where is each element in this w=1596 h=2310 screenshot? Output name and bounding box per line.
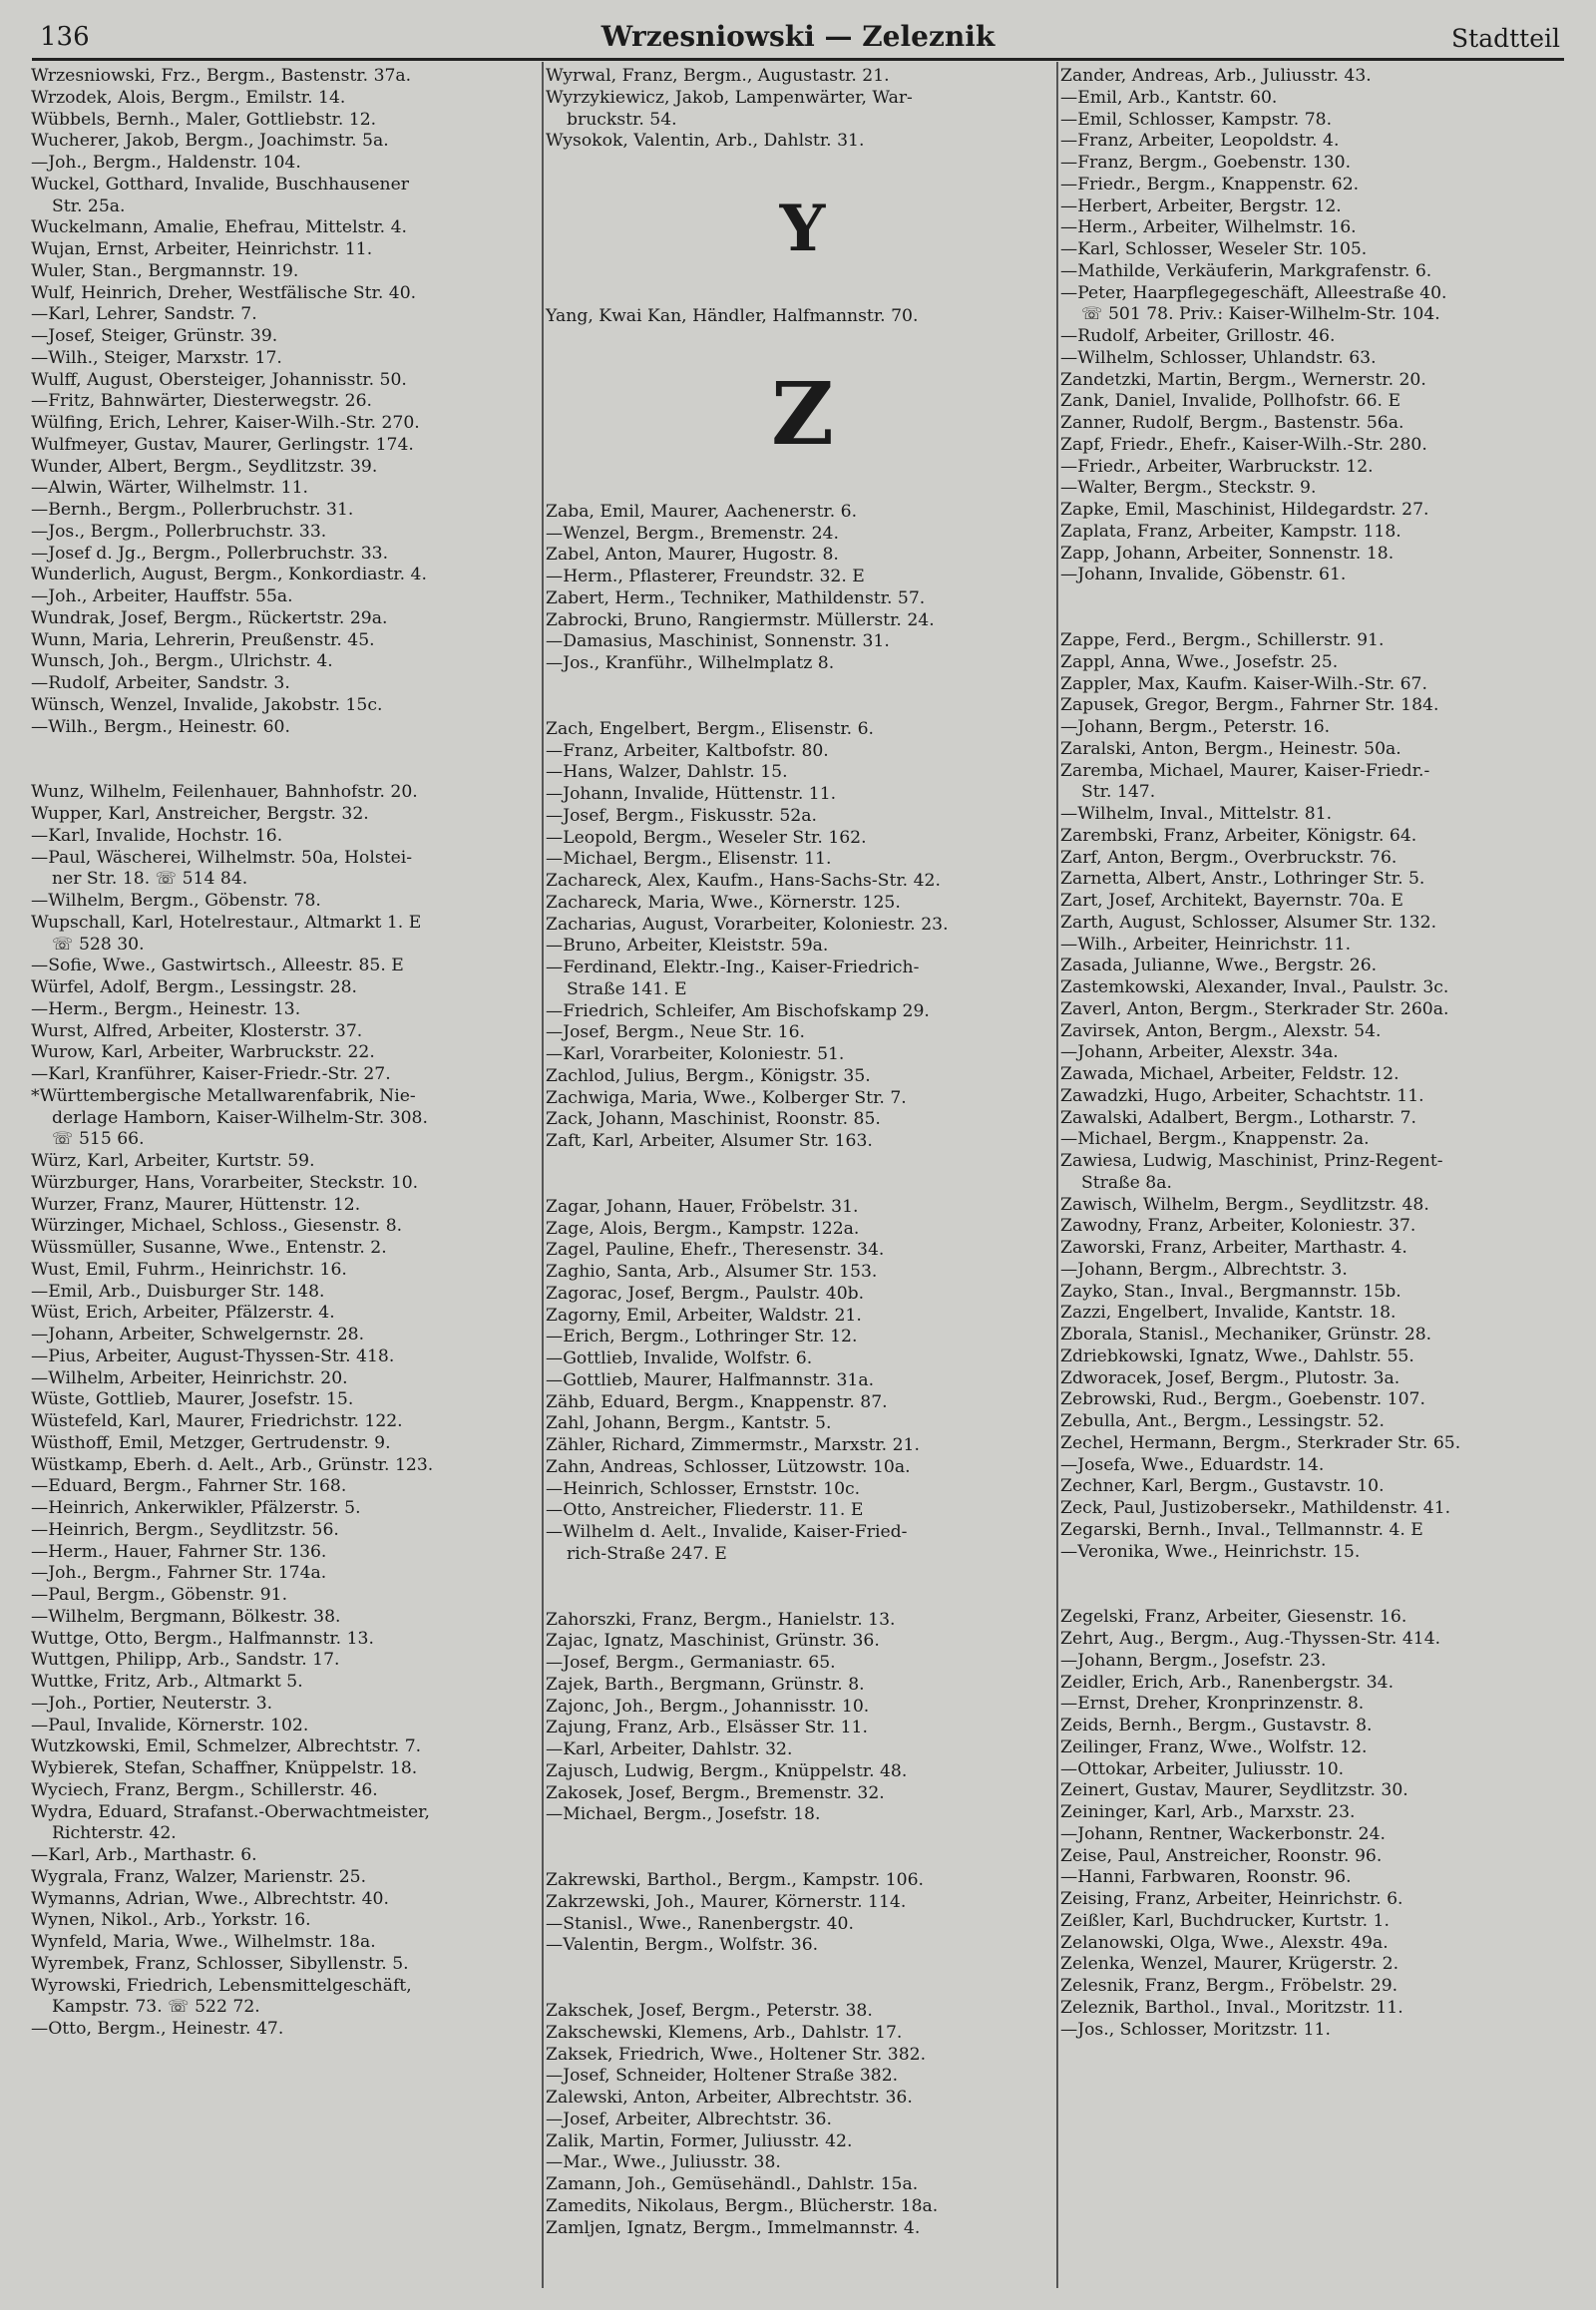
directory-entry: Zaworski, Franz, Arbeiter, Marthastr. 4. [1060, 1238, 1407, 1258]
directory-entry: ☏ 515 66. [52, 1129, 145, 1150]
directory-entry: —Friedr., Arbeiter, Warbruckstr. 12. [1060, 456, 1374, 477]
directory-entry: Wyrowski, Friedrich, Lebensmittelgeschäft, [31, 1975, 412, 1996]
directory-entry: —Wenzel, Bergm., Bremenstr. 24. [546, 523, 839, 544]
directory-entry: Zaghio, Santa, Arb., Alsumer Str. 153. [546, 1262, 878, 1282]
directory-entry: Wuttgen, Philipp, Arb., Sandstr. 17. [31, 1650, 340, 1671]
directory-entry: Straße 141. E [567, 978, 687, 999]
directory-entry: —Johann, Bergm., Albrechtstr. 3. [1060, 1259, 1348, 1280]
directory-entry: —Stanisl., Wwe., Ranenbergstr. 40. [546, 1913, 854, 1934]
directory-entry: —Erich, Bergm., Lothringer Str. 12. [546, 1327, 858, 1348]
directory-entry: Zachareck, Alex, Kaufm., Hans-Sachs-Str. 42. [546, 871, 941, 891]
directory-entry: Wyrembek, Franz, Schlosser, Sibyllenstr. 5. [31, 1953, 409, 1974]
directory-entry: ☏ 501 78. Priv.: Kaiser-Wilhelm-Str. 104. [1081, 304, 1440, 325]
directory-entry: —Joh., Arbeiter, Hauffstr. 55a. [31, 586, 293, 606]
directory-entry: —Ferdinand, Elektr.-Ing., Kaiser-Friedrich- [546, 958, 920, 977]
directory-entry: —Josef, Bergm., Fiskusstr. 52a. [546, 805, 817, 826]
directory-entry: Zeleznik, Barthol., Inval., Moritzstr. 11. [1060, 1997, 1403, 2018]
directory-entry: —Paul, Invalide, Körnerstr. 102. [31, 1715, 309, 1735]
directory-entry: —Veronika, Wwe., Heinrichstr. 15. [1060, 1541, 1361, 1562]
directory-entry: Zajusch, Ludwig, Bergm., Knüppelstr. 48. [546, 1760, 908, 1781]
entry-spacer [30, 754, 545, 766]
directory-entry: Zarth, August, Schlosser, Alsumer Str. 132. [1060, 912, 1437, 933]
directory-entry: —Emil, Arb., Duisburger Str. 148. [31, 1281, 325, 1302]
directory-entry: Zajek, Barth., Bergmann, Grünstr. 8. [546, 1674, 865, 1695]
directory-entry: Zagar, Johann, Hauer, Fröbelstr. 31. [546, 1196, 859, 1217]
directory-entry: Zayko, Stan., Inval., Bergmannstr. 15b. [1060, 1281, 1401, 1302]
directory-entry: Zaba, Emil, Maurer, Aachenerstr. 6. [546, 501, 858, 522]
directory-entry: —Ottokar, Arbeiter, Juliusstr. 10. [1060, 1758, 1345, 1779]
directory-entry: —Johann, Invalide, Hüttenstr. 11. [546, 784, 837, 804]
directory-entry: Zamljen, Ignatz, Bergm., Immelmannstr. 4. [546, 2217, 921, 2238]
directory-entry: —Josef, Bergm., Germaniastr. 65. [546, 1653, 836, 1673]
directory-entry: —Johann, Bergm., Josefstr. 23. [1060, 1650, 1327, 1671]
directory-entry: —Sofie, Wwe., Gastwirtsch., Alleestr. 85. E [31, 956, 404, 976]
directory-entry: Wyciech, Franz, Bergm., Schillerstr. 46. [31, 1779, 378, 1800]
directory-entry: —Jos., Kranführ., Wilhelmplatz 8. [546, 653, 835, 673]
directory-entry: Wurow, Karl, Arbeiter, Warbruckstr. 22. [31, 1042, 375, 1063]
directory-entry: Zahorszki, Franz, Bergm., Hanielstr. 13. [546, 1609, 896, 1630]
directory-entry: Wydra, Eduard, Strafanst.-Oberwachtmeister, [31, 1801, 430, 1822]
directory-entry: Wüstkamp, Eberh. d. Aelt., Arb., Grünstr. 123. [31, 1454, 434, 1475]
directory-entry: Würz, Karl, Arbeiter, Kurtstr. 59. [31, 1151, 315, 1171]
directory-entry: Wymanns, Adrian, Wwe., Albrechtstr. 40. [31, 1888, 389, 1909]
directory-entry: —Otto, Anstreicher, Fliederstr. 11. E [546, 1500, 864, 1521]
directory-entry: —Karl, Vorarbeiter, Koloniestr. 51. [546, 1044, 845, 1064]
directory-entry: Wunder, Albert, Bergm., Seydlitzstr. 39. [31, 456, 378, 477]
directory-entry: Richterstr. 42. [52, 1823, 177, 1844]
directory-entry: Wübbels, Bernh., Maler, Gottliebstr. 12. [31, 109, 377, 130]
directory-entry: Zakschewski, Klemens, Arb., Dahlstr. 17. [546, 2022, 903, 2043]
directory-entry: Zaft, Karl, Arbeiter, Alsumer Str. 163. [546, 1131, 873, 1151]
directory-entry: Zasada, Julianne, Wwe., Bergstr. 26. [1060, 956, 1378, 976]
directory-entry: Zebrowski, Rud., Bergm., Goebenstr. 107. [1060, 1389, 1425, 1410]
directory-entry: —Josef, Arbeiter, Albrechtstr. 36. [546, 2109, 832, 2129]
directory-entry: —Herm., Arbeiter, Wilhelmstr. 16. [1060, 217, 1357, 238]
directory-entry: Zagorny, Emil, Arbeiter, Waldstr. 21. [546, 1305, 862, 1326]
directory-entry: Zeck, Paul, Justizobersekr., Mathildenstr. 41. [1060, 1498, 1451, 1518]
directory-entry: —Karl, Arb., Marthastr. 6. [31, 1845, 257, 1865]
directory-entry: —Eduard, Bergm., Fahrner Str. 168. [31, 1476, 347, 1497]
directory-entry: Zawisch, Wilhelm, Bergm., Seydlitzstr. 48. [1060, 1194, 1429, 1215]
directory-entry: Zastemkowski, Alexander, Inval., Paulstr. 3c. [1060, 977, 1449, 997]
directory-entry: —Josef d. Jg., Bergm., Pollerbruchstr. 33. [31, 543, 389, 564]
directory-entry: Zegelski, Franz, Arbeiter, Giesenstr. 16. [1060, 1607, 1407, 1628]
directory-entry: Zarf, Anton, Bergm., Overbruckstr. 76. [1060, 847, 1397, 868]
section-label: Stadtteil [1451, 24, 1560, 53]
directory-entry: Zappler, Max, Kaufm. Kaiser-Wilh.-Str. 67. [1060, 673, 1427, 694]
directory-entry: Wundrak, Josef, Bergm., Rückertstr. 29a. [31, 607, 388, 628]
directory-entry: Zachlod, Julius, Bergm., Königstr. 35. [546, 1065, 871, 1086]
directory-entry: —Johann, Invalide, Göbenstr. 61. [1060, 565, 1347, 585]
directory-entry: Zeise, Paul, Anstreicher, Roonstr. 96. [1060, 1845, 1383, 1866]
directory-entry: —Josefa, Wwe., Eduardstr. 14. [1060, 1454, 1325, 1475]
directory-entry: Wygrala, Franz, Walzer, Marienstr. 25. [31, 1866, 367, 1887]
directory-entry: —Damasius, Maschinist, Sonnenstr. 31. [546, 631, 890, 652]
directory-entry: Zaremba, Michael, Maurer, Kaiser-Friedr.- [1060, 760, 1430, 781]
directory-entry: —Ernst, Dreher, Kronprinzenstr. 8. [1060, 1694, 1365, 1715]
letter-heading: Y [779, 196, 826, 262]
directory-entry: —Karl, Arbeiter, Dahlstr. 32. [546, 1739, 793, 1759]
directory-entry: —Gottlieb, Maurer, Halfmannstr. 31a. [546, 1369, 875, 1390]
directory-entry: —Friedrich, Schleifer, Am Bischofskamp 29. [546, 1000, 930, 1021]
directory-entry: Zehrt, Aug., Bergm., Aug.-Thyssen-Str. 414. [1060, 1629, 1441, 1649]
directory-entry: —Bruno, Arbeiter, Kleiststr. 59a. [546, 936, 829, 957]
directory-entry: Zakosek, Josef, Bergm., Bremenstr. 32. [546, 1782, 885, 1803]
directory-entry: Würfel, Adolf, Bergm., Lessingstr. 28. [31, 977, 357, 997]
directory-entry: Zandetzki, Martin, Bergm., Wernerstr. 20. [1060, 369, 1426, 390]
directory-entry: Wülfing, Erich, Lehrer, Kaiser-Wilh.-Str. 270. [31, 413, 420, 433]
directory-entry: Zart, Josef, Architekt, Bayernstr. 70a. E [1060, 891, 1403, 911]
page-number: 136 [40, 22, 90, 52]
directory-entry: —Michael, Bergm., Elisenstr. 11. [546, 849, 832, 870]
directory-entry: Zdworacek, Josef, Bergm., Plutostr. 3a. [1060, 1367, 1400, 1388]
directory-entry: Zajac, Ignatz, Maschinist, Grünstr. 36. [546, 1631, 880, 1652]
column-right [1059, 66, 1574, 2288]
directory-entry: Zamann, Joh., Gemüsehändl., Dahlstr. 15a. [546, 2174, 919, 2194]
directory-entry: Wüsthoff, Emil, Metzger, Gertrudenstr. 9. [31, 1432, 391, 1453]
directory-entry: —Josef, Steiger, Grünstr. 39. [31, 326, 278, 346]
directory-entry: Wutzkowski, Emil, Schmelzer, Albrechtstr. 7. [31, 1736, 422, 1757]
directory-entry: —Heinrich, Bergm., Seydlitzstr. 56. [31, 1519, 339, 1540]
directory-entry: Zahl, Johann, Bergm., Kantstr. 5. [546, 1413, 832, 1434]
directory-entry: Zawalski, Adalbert, Bergm., Lotharstr. 7. [1060, 1107, 1416, 1128]
directory-entry: —Karl, Schlosser, Weseler Str. 105. [1060, 239, 1368, 259]
directory-entry: ner Str. 18. ☏ 514 84. [52, 869, 248, 890]
directory-entry: Zawiesa, Ludwig, Maschinist, Prinz-Regent- [1060, 1151, 1443, 1171]
directory-entry: —Karl, Invalide, Hochstr. 16. [31, 825, 283, 846]
directory-entry: Zachwiga, Maria, Wwe., Kolberger Str. 7. [546, 1087, 907, 1108]
directory-entry: Wupper, Karl, Anstreicher, Bergstr. 32. [31, 804, 369, 824]
directory-entry: —Wilhelm, Arbeiter, Heinrichstr. 20. [31, 1367, 348, 1388]
directory-entry: —Emil, Schlosser, Kampstr. 78. [1060, 109, 1333, 130]
directory-entry: Zelesnik, Franz, Bergm., Fröbelstr. 29. [1060, 1976, 1398, 1996]
directory-entry: —Franz, Bergm., Goebenstr. 130. [1060, 153, 1352, 173]
directory-entry: —Wilhelm, Bergm., Göbenstr. 78. [31, 891, 321, 911]
directory-entry: ☏ 528 30. [52, 934, 145, 955]
directory-entry: —Peter, Haarpflegegeschäft, Alleestraße 40. [1060, 282, 1447, 303]
directory-entry: Kampstr. 73. ☏ 522 72. [52, 1997, 260, 2018]
directory-entry: Zborala, Stanisl., Mechaniker, Grünstr. 28. [1060, 1325, 1432, 1345]
directory-entry: Zapke, Emil, Maschinist, Hildegardstr. 27. [1060, 500, 1429, 520]
directory-entry: —Wilhelm, Schlosser, Uhlandstr. 63. [1060, 347, 1377, 368]
entry-spacer [545, 169, 1059, 181]
directory-entry: Zeising, Franz, Arbeiter, Heinrichstr. 6. [1060, 1889, 1403, 1909]
directory-entry: —Joh., Bergm., Haldenstr. 104. [31, 153, 301, 173]
directory-entry: —Herm., Hauer, Fahrner Str. 136. [31, 1541, 327, 1562]
directory-entry: Zabel, Anton, Maurer, Hugostr. 8. [546, 545, 839, 566]
directory-entry: Wuckel, Gotthard, Invalide, Buschhausener [31, 174, 409, 194]
directory-entry: Würzburger, Hans, Vorarbeiter, Steckstr. 10. [31, 1172, 419, 1193]
entry-spacer [545, 344, 1059, 356]
directory-entry: derlage Hamborn, Kaiser-Wilhelm-Str. 308. [52, 1107, 428, 1128]
directory-entry: *Württembergische Metallwarenfabrik, Nie- [31, 1085, 416, 1106]
directory-entry: —Wilh., Steiger, Marxstr. 17. [31, 347, 282, 368]
directory-entry: —Emil, Arb., Kantstr. 60. [1060, 87, 1278, 108]
directory-entry: —Herm., Pflasterer, Freundstr. 32. E [546, 567, 865, 586]
directory-entry: Zähler, Richard, Zimmermstr., Marxstr. 21. [546, 1435, 920, 1455]
directory-entry: Zaplata, Franz, Arbeiter, Kampstr. 118. [1060, 521, 1401, 542]
directory-entry: —Joh., Portier, Neuterstr. 3. [31, 1693, 273, 1714]
directory-entry: —Pius, Arbeiter, August-Thyssen-Str. 418. [31, 1346, 395, 1366]
directory-entry: —Jos., Bergm., Pollerbruchstr. 33. [31, 521, 327, 542]
directory-entry: Zawadzki, Hugo, Arbeiter, Schachtstr. 11. [1060, 1085, 1424, 1106]
directory-entry: Zelenka, Wenzel, Maurer, Krügerstr. 2. [1060, 1954, 1399, 1975]
directory-entry: Zakrzewski, Joh., Maurer, Körnerstr. 114. [546, 1891, 907, 1912]
directory-entry: Yang, Kwai Kan, Händler, Halfmannstr. 70. [546, 306, 919, 326]
directory-entry: Straße 8a. [1081, 1172, 1172, 1193]
directory-entry: Zeids, Bernh., Bergm., Gustavstr. 8. [1060, 1716, 1373, 1735]
directory-entry: —Herm., Bergm., Heinestr. 13. [31, 998, 301, 1019]
directory-entry: Wuttke, Fritz, Arb., Altmarkt 5. [31, 1672, 303, 1692]
directory-entry: Wulfmeyer, Gustav, Maurer, Gerlingstr. 174. [31, 434, 414, 455]
directory-entry: Wynfeld, Maria, Wwe., Wilhelmstr. 18a. [31, 1932, 376, 1952]
directory-entry: —Fritz, Bahnwärter, Diesterwegstr. 26. [31, 391, 373, 412]
directory-entry: Wupschall, Karl, Hotelrestaur., Altmarkt 1. E [31, 912, 422, 933]
directory-entry: —Rudolf, Arbeiter, Grillostr. 46. [1060, 326, 1336, 346]
page-title: Wrzesniowski — Zeleznik [600, 20, 996, 53]
directory-entry: —Valentin, Bergm., Wolfstr. 36. [546, 1935, 819, 1956]
directory-entry: Wüssmüller, Susanne, Wwe., Entenstr. 2. [31, 1238, 387, 1258]
directory-entry: rich-Straße 247. E [567, 1543, 727, 1564]
directory-entry: —Otto, Bergm., Heinestr. 47. [31, 2019, 284, 2039]
directory-entry: —Gottlieb, Invalide, Wolfstr. 6. [546, 1348, 813, 1368]
directory-entry: Zebulla, Ant., Bergm., Lessingstr. 52. [1060, 1411, 1385, 1431]
directory-entry: Zachareck, Maria, Wwe., Körnerstr. 125. [546, 892, 901, 913]
directory-entry: Zeidler, Erich, Arb., Ranenbergstr. 34. [1060, 1672, 1395, 1693]
directory-entry: Wurzer, Franz, Maurer, Hüttenstr. 12. [31, 1194, 361, 1215]
directory-entry: bruckstr. 54. [567, 109, 677, 130]
directory-entry: Wrzodek, Alois, Bergm., Emilstr. 14. [31, 87, 346, 108]
directory-entry: Wüst, Erich, Arbeiter, Pfälzerstr. 4. [31, 1303, 335, 1324]
directory-entry: Zaksek, Friedrich, Wwe., Holtener Str. 382. [546, 2044, 927, 2065]
directory-entry: Zamedits, Nikolaus, Bergm., Blücherstr. 18a. [546, 2195, 939, 2216]
directory-entry: Wrzesniowski, Frz., Bergm., Bastenstr. 37a. [31, 66, 412, 86]
directory-entry: —Walter, Bergm., Steckstr. 9. [1060, 478, 1317, 499]
directory-entry: Zarnetta, Albert, Anstr., Lothringer Str. 5. [1060, 869, 1425, 890]
directory-entry: Zapusek, Gregor, Bergm., Fahrner Str. 184. [1060, 695, 1439, 716]
directory-entry: Zahn, Andreas, Schlosser, Lützowstr. 10a. [546, 1456, 911, 1477]
directory-entry: Zappl, Anna, Wwe., Josefstr. 25. [1060, 651, 1339, 672]
directory-entry: —Jos., Schlosser, Moritzstr. 11. [1060, 2019, 1331, 2040]
directory-entry: Zapf, Friedr., Ehefr., Kaiser-Wilh.-Str. 280. [1060, 434, 1427, 455]
directory-entry: Zakschek, Josef, Bergm., Peterstr. 38. [546, 2001, 873, 2021]
directory-entry: Wunsch, Joh., Bergm., Ulrichstr. 4. [31, 651, 333, 672]
directory-entry: Zarembski, Franz, Arbeiter, Königstr. 64. [1060, 825, 1417, 846]
directory-entry: Wujan, Ernst, Arbeiter, Heinrichstr. 11. [31, 239, 373, 259]
directory-entry: Wulf, Heinrich, Dreher, Westfälische Str. 40. [31, 282, 417, 303]
entry-spacer [545, 1582, 1059, 1594]
directory-entry: Zazzi, Engelbert, Invalide, Kantstr. 18. [1060, 1303, 1396, 1324]
entry-spacer [545, 1973, 1059, 1985]
entry-spacer [545, 691, 1059, 703]
directory-entry: Wünsch, Wenzel, Invalide, Jakobstr. 15c. [31, 694, 383, 715]
directory-entry: Wüste, Gottlieb, Maurer, Josefstr. 15. [31, 1389, 354, 1410]
page-header [32, 18, 1564, 61]
directory-entry: —Mar., Wwe., Juliusstr. 38. [546, 2152, 781, 2173]
directory-entry: —Herbert, Arbeiter, Bergstr. 12. [1060, 195, 1342, 216]
directory-entry: —Michael, Bergm., Josefstr. 18. [546, 1804, 821, 1825]
directory-entry: Zelanowski, Olga, Wwe., Alexstr. 49a. [1060, 1932, 1389, 1953]
directory-entry: Zacharias, August, Vorarbeiter, Koloniestr. 23. [546, 914, 949, 935]
directory-entry: —Wilhelm, Bergmann, Bölkestr. 38. [31, 1606, 341, 1627]
directory-entry: Zaverl, Anton, Bergm., Sterkrader Str. 260a. [1060, 998, 1449, 1019]
directory-entry: Zappe, Ferd., Bergm., Schillerstr. 91. [1060, 630, 1385, 650]
directory-entry: —Johann, Arbeiter, Alexstr. 34a. [1060, 1042, 1339, 1063]
directory-entry: Zawodny, Franz, Arbeiter, Koloniestr. 37. [1060, 1216, 1416, 1237]
directory-entry: Wyrwal, Franz, Bergm., Augustastr. 21. [546, 66, 890, 86]
entry-spacer [1059, 1579, 1574, 1591]
directory-entry: —Bernh., Bergm., Pollerbruchstr. 31. [31, 500, 354, 520]
directory-entry: Wucherer, Jakob, Bergm., Joachimstr. 5a. [31, 131, 389, 152]
directory-entry: —Wilh., Arbeiter, Heinrichstr. 11. [1060, 934, 1352, 955]
directory-entry: Wunz, Wilhelm, Feilenhauer, Bahnhofstr. 20. [31, 782, 418, 803]
directory-entry: Zalik, Martin, Former, Juliusstr. 42. [546, 2130, 853, 2151]
directory-entry: —Wilh., Bergm., Heinestr. 60. [31, 716, 290, 737]
directory-entry: —Paul, Bergm., Göbenstr. 91. [31, 1585, 288, 1605]
column-left [30, 66, 545, 2288]
directory-entry: Zabrocki, Bruno, Rangiermstr. Müllerstr. 24. [546, 609, 935, 630]
directory-entry: Zagorac, Josef, Bergm., Paulstr. 40b. [546, 1283, 865, 1304]
directory-entry: Zank, Daniel, Invalide, Pollhofstr. 66. E [1060, 391, 1401, 412]
directory-entry: Zagel, Pauline, Ehefr., Theresenstr. 34. [546, 1240, 885, 1261]
directory-entry: Wybierek, Stefan, Schaffner, Knüppelstr. 18. [31, 1758, 418, 1778]
directory-entry: Zach, Engelbert, Bergm., Elisenstr. 6. [546, 718, 875, 739]
directory-entry: —Karl, Lehrer, Sandstr. 7. [31, 304, 257, 325]
directory-entry: —Wilhelm, Inval., Mittelstr. 81. [1060, 804, 1333, 824]
directory-entry: Zapp, Johann, Arbeiter, Sonnenstr. 18. [1060, 543, 1395, 564]
entry-spacer [545, 1169, 1059, 1181]
directory-entry: Zeilinger, Franz, Wwe., Wolfstr. 12. [1060, 1736, 1368, 1757]
directory-entry: Zajung, Franz, Arb., Elsässer Str. 11. [546, 1718, 868, 1738]
entry-spacer [545, 474, 1059, 486]
directory-entry: —Johann, Bergm., Peterstr. 16. [1060, 717, 1331, 737]
entry-spacer [545, 1842, 1059, 1854]
directory-entry: Wulff, August, Obersteiger, Johannisstr. 50. [31, 369, 407, 390]
directory-entry: —Hans, Walzer, Dahlstr. 15. [546, 762, 788, 783]
directory-entry: Zalewski, Anton, Arbeiter, Albrechtstr. 36. [546, 2088, 913, 2108]
directory-entry: Zanner, Rudolf, Bergm., Bastenstr. 56a. [1060, 413, 1404, 433]
entry-spacer [545, 278, 1059, 290]
directory-entry: Zähb, Eduard, Bergm., Knappenstr. 87. [546, 1391, 888, 1412]
directory-entry: —Johann, Arbeiter, Schwelgernstr. 28. [31, 1325, 365, 1345]
directory-entry: —Paul, Wäscherei, Wilhelmstr. 50a, Holstei- [31, 847, 413, 868]
directory-entry: Wuttge, Otto, Bergm., Halfmannstr. 13. [31, 1628, 374, 1649]
directory-entry: Wyrzykiewicz, Jakob, Lampenwärter, War- [546, 87, 913, 108]
directory-entry: —Leopold, Bergm., Weseler Str. 162. [546, 827, 867, 848]
directory-entry: —Franz, Arbeiter, Kaltbofstr. 80. [546, 740, 829, 761]
directory-entry: Wunderlich, August, Bergm., Konkordiastr. 4. [31, 565, 427, 585]
directory-entry: Wynen, Nikol., Arb., Yorkstr. 16. [31, 1910, 311, 1931]
directory-entry: —Wilhelm d. Aelt., Invalide, Kaiser-Fried- [546, 1522, 908, 1542]
directory-entry: —Josef, Schneider, Holtener Straße 382. [546, 2066, 899, 2087]
directory-entry: Zechel, Hermann, Bergm., Sterkrader Str. 65. [1060, 1432, 1461, 1453]
directory-entry: Würzinger, Michael, Schloss., Giesenstr. 8. [31, 1216, 403, 1237]
directory-entry: —Franz, Arbeiter, Leopoldstr. 4. [1060, 131, 1340, 152]
directory-entry: Zage, Alois, Bergm., Kampstr. 122a. [546, 1218, 860, 1239]
directory-entry: Wurst, Alfred, Arbeiter, Klosterstr. 37. [31, 1020, 363, 1041]
directory-entry: Wuckelmann, Amalie, Ehefrau, Mittelstr. 4. [31, 217, 407, 238]
directory-entry: —Heinrich, Schlosser, Ernststr. 10c. [546, 1478, 861, 1499]
directory-entry: Zeißler, Karl, Buchdrucker, Kurtstr. 1. [1060, 1910, 1390, 1931]
entry-spacer [1059, 602, 1574, 614]
column-middle [545, 66, 1059, 2288]
directory-entry: Zaralski, Anton, Bergm., Heinestr. 50a. [1060, 738, 1401, 759]
directory-entry: Zajonc, Joh., Bergm., Johannisstr. 10. [546, 1696, 870, 1717]
directory-entry: Wüstefeld, Karl, Maurer, Friedrichstr. 122. [31, 1411, 403, 1431]
directory-entry: Wysokok, Valentin, Arb., Dahlstr. 31. [546, 131, 865, 152]
directory-entry: Wust, Emil, Fuhrm., Heinrichstr. 16. [31, 1259, 347, 1280]
directory-entry: Zeinert, Gustav, Maurer, Seydlitzstr. 30. [1060, 1780, 1408, 1801]
directory-entry: Zavirsek, Anton, Bergm., Alexstr. 54. [1060, 1020, 1382, 1041]
directory-entry: —Heinrich, Ankerwikler, Pfälzerstr. 5. [31, 1498, 361, 1518]
directory-entry: —Hanni, Farbwaren, Roonstr. 96. [1060, 1867, 1352, 1888]
directory-entry: Wuler, Stan., Bergmannstr. 19. [31, 260, 299, 281]
directory-entry: —Johann, Rentner, Wackerbonstr. 24. [1060, 1823, 1386, 1844]
directory-entry: Zakrewski, Barthol., Bergm., Kampstr. 106. [546, 1870, 925, 1890]
directory-entry: Zegarski, Bernh., Inval., Tellmannstr. 4. E [1060, 1519, 1423, 1540]
directory-entry: Wunn, Maria, Lehrerin, Preußenstr. 45. [31, 629, 375, 650]
directory-entry: —Michael, Bergm., Knappenstr. 2a. [1060, 1129, 1370, 1150]
directory-entry: Zdriebkowski, Ignatz, Wwe., Dahlstr. 55. [1060, 1346, 1414, 1366]
directory-entry: —Joh., Bergm., Fahrner Str. 174a. [31, 1563, 327, 1584]
directory-entry: —Mathilde, Verkäuferin, Markgrafenstr. 6. [1060, 260, 1432, 281]
letter-heading: Z [771, 371, 834, 458]
directory-entry: —Karl, Kranführer, Kaiser-Friedr.-Str. 27. [31, 1064, 391, 1084]
directory-entry: —Rudolf, Arbeiter, Sandstr. 3. [31, 673, 290, 693]
directory-entry: Zechner, Karl, Bergm., Gustavstr. 10. [1060, 1476, 1385, 1497]
directory-entry: Str. 25a. [52, 195, 126, 216]
directory-entry: Zabert, Herm., Techniker, Mathildenstr. 57. [546, 587, 926, 608]
directory-entry: Str. 147. [1081, 782, 1156, 803]
directory-entry: —Alwin, Wärter, Wilhelmstr. 11. [31, 478, 308, 499]
directory-entry: Zeininger, Karl, Arb., Marxstr. 23. [1060, 1802, 1356, 1822]
directory-entry: —Josef, Bergm., Neue Str. 16. [546, 1022, 805, 1043]
directory-entry: Zander, Andreas, Arb., Juliusstr. 43. [1060, 66, 1372, 86]
directory-entry: Zack, Johann, Maschinist, Roonstr. 85. [546, 1109, 881, 1130]
directory-entry: Zawada, Michael, Arbeiter, Feldstr. 12. [1060, 1064, 1399, 1084]
directory-entry: —Friedr., Bergm., Knappenstr. 62. [1060, 174, 1360, 194]
